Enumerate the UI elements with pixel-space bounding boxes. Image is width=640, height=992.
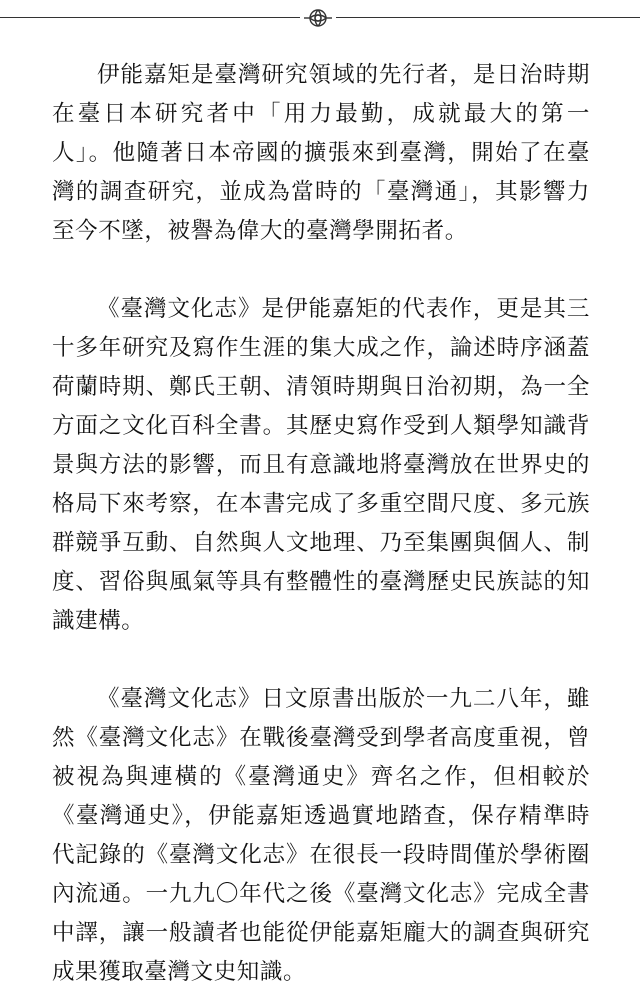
paragraph-intro: 伊能嘉矩是臺灣研究領域的先行者，是日治時期在臺日本研究者中「用力最勤，成就最大的第一人」。他隨著日本帝國的擴張來到臺灣，開始了在臺灣的調查研究，並成為當時的「臺灣通」，其影響力至今不墜，被譽為偉大的臺灣學開拓者。	[52, 62, 590, 244]
decorative-knot-icon	[302, 6, 334, 30]
paragraph-main-work: 《臺灣文化志》是伊能嘉矩的代表作，更是其三十多年研究及寫作生涯的集大成之作，論述時序涵蓋荷蘭時期、鄭氏王朝、清領時期與日治初期，為一全方面之文化百科全書。其歷史寫作受到人類學知識背景與方法的影響，而且有意識地將臺灣放在世界史的格局下來考察，在本書完成了多重空間尺度、多元族群競爭互動、自然與人文地理、乃至集團與個人、制度、習俗與風氣等具有整體性的臺灣歷史民族誌的知識建構。	[52, 296, 590, 634]
paragraph-publication: 《臺灣文化志》日文原書出版於一九二八年，雖然《臺灣文化志》在戰後臺灣受到學者高度重視，曾被視為與連橫的《臺灣通史》齊名之作，但相較於《臺灣通史》，伊能嘉矩透過實地踏查，保存精準時代記錄的《臺灣文化志》在很長一段時間僅於學術圈內流通。一九九〇年代之後《臺灣文化志》完成全書中譯，讓一般讀者也能從伊能嘉矩龐大的調查與研究成果獲取臺灣文史知識。	[52, 686, 590, 985]
header-rule-left	[0, 17, 300, 18]
body-text	[52, 56, 590, 992]
header-ornament	[0, 6, 640, 30]
header-rule-right	[336, 17, 640, 18]
